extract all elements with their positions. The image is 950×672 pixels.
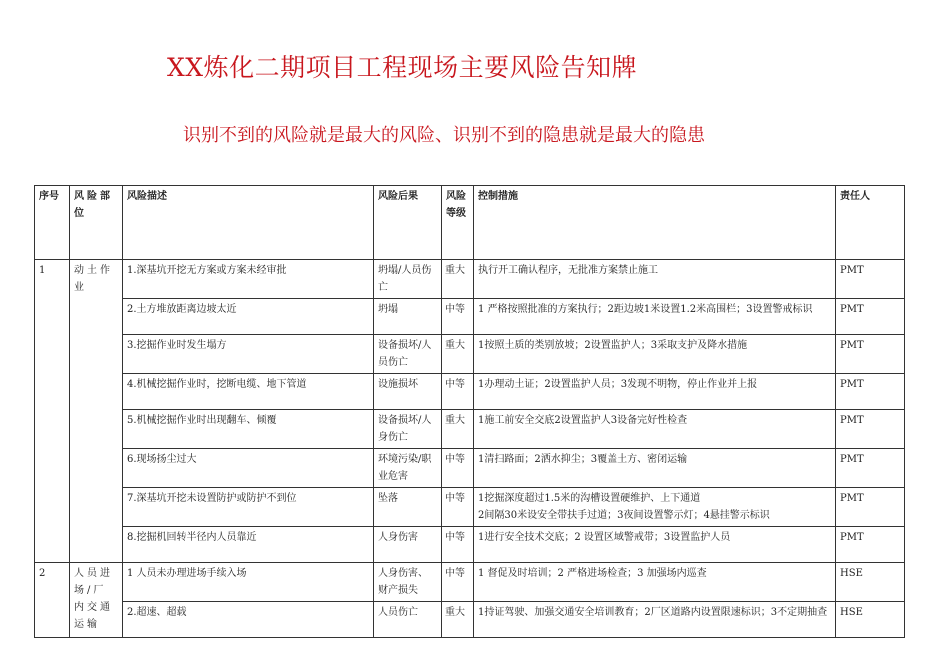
cell-measures: 执行开工确认程序，无批准方案禁止施工 <box>474 260 836 299</box>
cell-level: 中等 <box>442 563 474 602</box>
cell-owner: PMT <box>836 335 905 374</box>
cell-desc: 1.深基坑开挖无方案或方案未经审批 <box>123 260 374 299</box>
header-measures: 控制措施 <box>474 186 836 260</box>
cell-desc: 1 人员未办理进场手续入场 <box>123 563 374 602</box>
cell-measures: 1持证驾驶、加强交通安全培训教育；2厂区道路内设置限速标识；3不定期抽查 <box>474 602 836 638</box>
cell-measures: 1施工前安全交底2设置监护人3设备完好性检查 <box>474 410 836 449</box>
cell-desc: 2.土方堆放距离边坡太近 <box>123 299 374 335</box>
header-level: 风险等级 <box>442 186 474 260</box>
cell-measures: 1 严格按照批准的方案执行；2距边坡1米设置1.2米高围栏；3设置警戒标识 <box>474 299 836 335</box>
table-row <box>35 410 905 449</box>
page-title: XX炼化二期项目工程现场主要风险告知牌 <box>167 53 638 82</box>
cell-desc: 6.现场扬尘过大 <box>123 449 374 488</box>
cell-level: 重大 <box>442 335 474 374</box>
header-result: 风险后果 <box>374 186 442 260</box>
cell-owner: HSE <box>836 563 905 602</box>
cell-result: 环境污染/职业危害 <box>374 449 442 488</box>
header-seq: 序号 <box>35 186 70 260</box>
cell-level: 中等 <box>442 527 474 563</box>
cell-owner: PMT <box>836 449 905 488</box>
cell-level: 中等 <box>442 488 474 527</box>
cell-result: 设备损坏/人身伤亡 <box>374 410 442 449</box>
cell-desc: 2.超速、超载 <box>123 602 374 638</box>
cell-level: 中等 <box>442 299 474 335</box>
cell-measures: 1挖掘深度超过1.5米的沟槽设置硬维护、上下通道 2间隔30米设安全带扶手过道；3夜间设置警示灯；4悬挂警示标识 <box>474 488 836 527</box>
cell-result: 人身伤害 <box>374 527 442 563</box>
cell-level: 中等 <box>442 374 474 410</box>
table-row <box>35 299 905 335</box>
cell-owner: PMT <box>836 299 905 335</box>
header-desc: 风险描述 <box>123 186 374 260</box>
cell-desc: 8.挖掘机回转半径内人员靠近 <box>123 527 374 563</box>
cell-seq: 2 <box>35 563 70 638</box>
table-row <box>35 335 905 374</box>
cell-measures: 1办理动土证；2设置监护人员；3发现不明物，停止作业并上报 <box>474 374 836 410</box>
table-row <box>35 260 905 299</box>
cell-owner: PMT <box>836 488 905 527</box>
cell-measures: 1进行安全技术交底；2 设置区域警戒带；3设置监护人员 <box>474 527 836 563</box>
page-subtitle: 识别不到的风险就是最大的风险、识别不到的隐患就是最大的隐患 <box>183 125 705 146</box>
header-part: 风险部位 <box>70 186 123 260</box>
cell-desc: 5.机械挖掘作业时出现翻车、倾覆 <box>123 410 374 449</box>
cell-result: 坍塌/人员伤亡 <box>374 260 442 299</box>
table-row <box>35 374 905 410</box>
table-row <box>35 602 905 638</box>
cell-result: 坠落 <box>374 488 442 527</box>
cell-owner: PMT <box>836 374 905 410</box>
cell-desc: 3.挖掘作业时发生塌方 <box>123 335 374 374</box>
cell-seq: 1 <box>35 260 70 563</box>
cell-level: 重大 <box>442 602 474 638</box>
cell-level: 重大 <box>442 260 474 299</box>
cell-owner: HSE <box>836 602 905 638</box>
cell-result: 人员伤亡 <box>374 602 442 638</box>
cell-measures: 1 督促及时培训；2 严格进场检查；3 加强场内巡查 <box>474 563 836 602</box>
cell-part: 人员进场/厂内交通运输 <box>70 563 123 638</box>
cell-result: 设备损坏/人员伤亡 <box>374 335 442 374</box>
cell-owner: PMT <box>836 527 905 563</box>
cell-owner: PMT <box>836 410 905 449</box>
cell-level: 中等 <box>442 449 474 488</box>
cell-desc: 4.机械挖掘作业时，挖断电缆、地下管道 <box>123 374 374 410</box>
cell-result: 人身伤害、财产损失 <box>374 563 442 602</box>
table-row <box>35 563 905 602</box>
cell-result: 坍塌 <box>374 299 442 335</box>
cell-owner: PMT <box>836 260 905 299</box>
table-header-row <box>35 186 905 260</box>
cell-measures: 1清扫路面；2洒水抑尘；3覆盖土方、密闭运输 <box>474 449 836 488</box>
cell-desc: 7.深基坑开挖未设置防护或防护不到位 <box>123 488 374 527</box>
table-row <box>35 488 905 527</box>
table-row <box>35 449 905 488</box>
header-owner: 责任人 <box>836 186 905 260</box>
cell-measures: 1按照土质的类别放坡；2设置监护人；3采取支护及降水措施 <box>474 335 836 374</box>
risk-table <box>34 185 905 638</box>
cell-result: 设施损坏 <box>374 374 442 410</box>
cell-level: 重大 <box>442 410 474 449</box>
table-row <box>35 527 905 563</box>
cell-part: 动土作业 <box>70 260 123 563</box>
